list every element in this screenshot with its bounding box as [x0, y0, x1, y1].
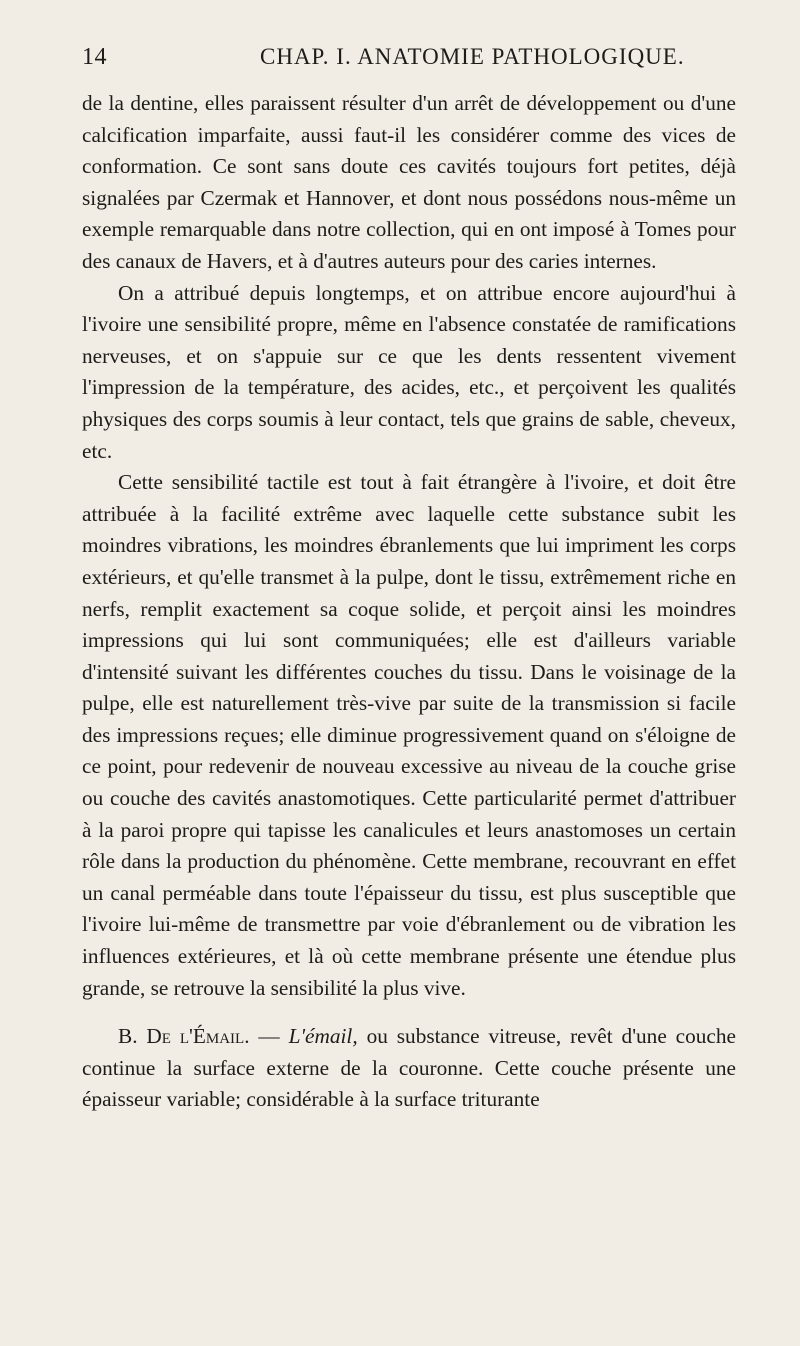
section-email: [82, 1021, 736, 1116]
chapter-title: CHAP. I. ANATOMIE PATHOLOGIQUE.: [260, 44, 685, 69]
paragraph-tactile-sensibility: Cette sensibilité tactile est tout à fait étrangère à l'ivoire, et doit être attribuée à la facilité extrême avec laquelle cette substance subit les moindres vibrations, les moindres ébranlements que lui impriment les corps extérieurs, et qu'elle transmet à la pulpe, dont le tissu, extrêmement riche en nerfs, remplit exactement sa coque solide, et perçoit ainsi les moindres impressions qui lui sont communiquées; elle est d'ailleurs variable d'intensité suivant les différentes couches du tissu. Dans le voisinage de la pulpe, elle est naturellement très-vive par suite de la transmission si facile des impressions reçues; elle diminue progressivement quand on s'éloigne de ce point, pour redevenir de nouveau excessive au niveau de la couche grise ou couche des cavités anastomotiques. Cette particularité permet d'attribuer à la paroi propre qui tapisse les canalicules et leurs anastomoses un certain rôle dans la production du phénomène. Cette membrane, recouvrant en effet un canal perméable dans toute l'épaisseur du tissu, est plus susceptible que l'ivoire lui-même de transmettre par voie d'ébranlement ou de vibration les influences extérieures, et là où cette membrane présente une étendue plus grande, se retrouve la sensibilité la plus vive.: [82, 470, 736, 1000]
section-heading: B. De l'Émail.: [118, 1024, 250, 1049]
page-number: 14: [82, 44, 107, 70]
paragraph-sensibility: On a attribué depuis longtemps, et on attribue encore aujourd'hui à l'ivoire une sensibilité propre, même en l'absence constatée de ramifications nerveuses, et on s'appuie sur ce que les dents ressentent vivement l'impression de la température, des acides, etc., et perçoivent les qualités physiques des corps soumis à leur contact, tels que grains de sable, cheveux, etc.: [82, 280, 736, 463]
running-header: [82, 44, 736, 74]
section-dash: —: [249, 1024, 289, 1049]
section-term: L'émail,: [288, 1024, 358, 1049]
section-text: ou substance vitreuse, revêt d'une couche continue la surface externe de la couronne. Cette couche présente une épaisseur variable; considérable à la surface triturante: [82, 1024, 736, 1112]
paragraph-continuation: de la dentine, elles paraissent résulter d'un arrêt de développement ou d'une calcification imparfaite, aussi faut-il les considérer comme des vices de conformation. Ce sont sans doute ces cavités toujours fort petites, déjà signalées par Czermak et Hannover, et dont nous possédons nous-même un exemple remarquable dans notre collection, qui en ont imposé à Tomes pour des canaux de Havers, et à d'autres auteurs pour des caries internes.: [82, 91, 736, 273]
body-text: [82, 88, 736, 1116]
